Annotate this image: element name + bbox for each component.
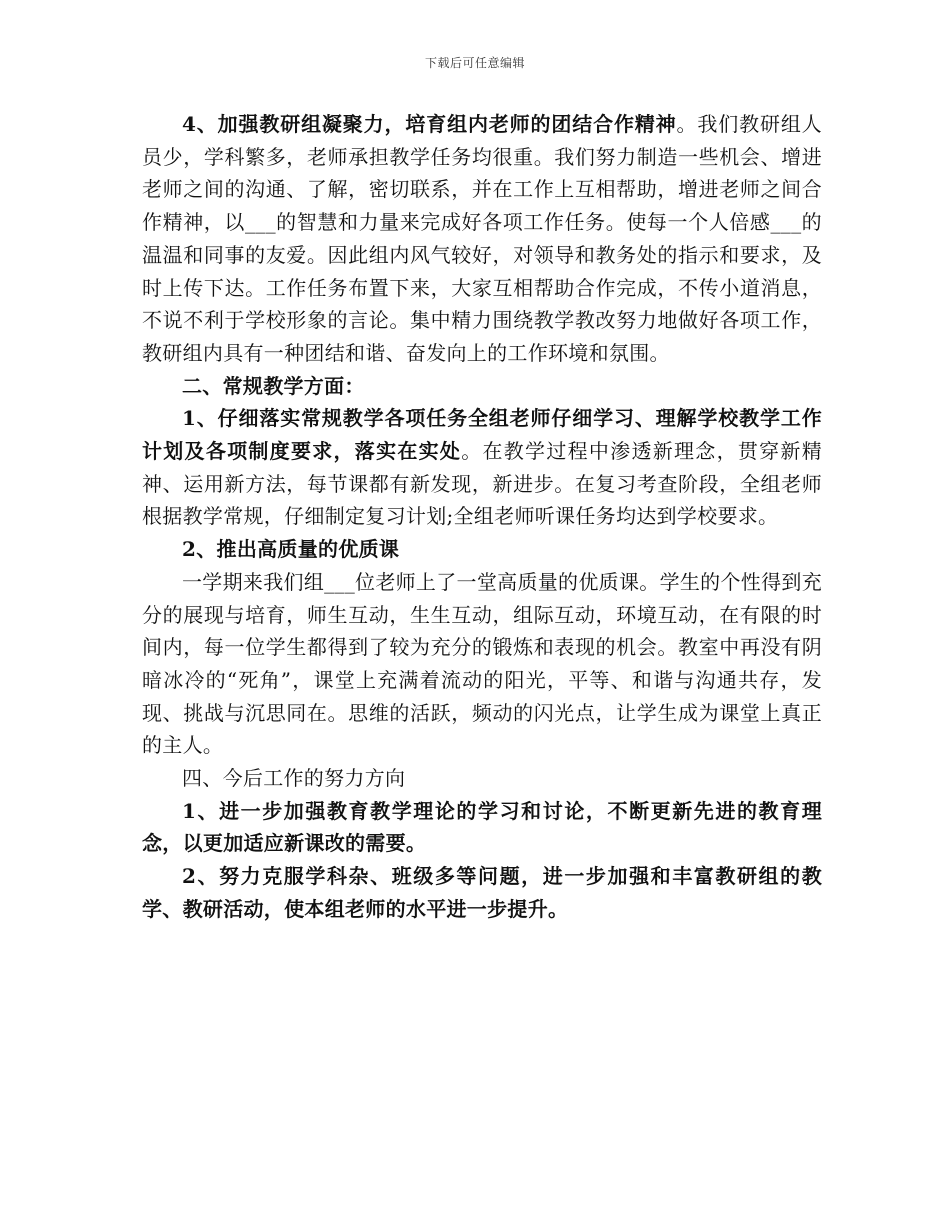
section-heading-routine-teaching: 二、常规教学方面： bbox=[182, 373, 365, 398]
subheading-quality-lessons: 2、推出高质量的优质课 bbox=[182, 537, 400, 562]
section-heading-future-direction: 四、今后工作的努力方向 bbox=[182, 766, 406, 791]
paragraph-body: 。在教学过程中渗透新理念，贯穿新精神、运用新方法，每节课都有新发现，新进步。在复习考查阶段，全组老师根据教学常规，仔细制定复习计划;全组老师听课任务均达到学校要求。 bbox=[142, 439, 823, 529]
paragraph-body: 。我们教研组人员少，学科繁多，老师承担教学任务均很重。我们努力制造一些机会、增进老师之间的沟通、了解，密切联系，并在工作上互相帮助，增进老师之间合作精神，以___的智慧和力量来完成好各项工作任务。使每一个人倍感___的温温和同事的友爱。因此组内风气较好，对领导和教务处的指示和要求，及时上传下达。工作任务布置下来，大家互相帮助合作完成，不传小道消息，不说不利于学校形象的言论。集中精力围绕教学教改努力地做好各项工作，教研组内具有一种团结和谐、奋发向上的工作环境和氛围。 bbox=[142, 112, 822, 365]
paragraph-routine-tasks bbox=[142, 402, 822, 533]
document-body bbox=[142, 108, 822, 926]
paragraph-quality-lessons: 一学期来我们组___位老师上了一堂高质量的优质课。学生的个性得到充分的展现与培育，师生互动，生生互动，组际互动，环境互动，在有限的时间内，每一位学生都得到了较为充分的锻炼和表现的机会。教室中再没有阴暗冰冷的“死角”，课堂上充满着流动的阳光，平等、和谐与沟通共存，发现、挑战与沉思同在。思维的活跃，频动的闪光点，让学生成为课堂上真正的主人。 bbox=[142, 569, 822, 758]
paragraph-lead-bold: 1、仔细落实常规教学各项任务全组老师仔细学习、理解学校教学工作计划及各项制度要求，落实在实处 bbox=[142, 406, 822, 464]
paragraph-team-spirit bbox=[142, 108, 822, 370]
page-header: 下载后可任意编辑 bbox=[424, 56, 525, 70]
paragraph-future-1: 1、进一步加强教育教学理论的学习和讨论，不断更新先进的教育理念，以更加适应新课改的需要。 bbox=[142, 798, 822, 856]
paragraph-lead-bold: 4、加强教研组凝聚力，培育组内老师的团结合作精神 bbox=[182, 112, 677, 136]
paragraph-future-2: 2、努力克服学科杂、班级多等问题，进一步加强和丰富教研组的教学、教研活动，使本组老师的水平进一步提升。 bbox=[142, 864, 822, 921]
